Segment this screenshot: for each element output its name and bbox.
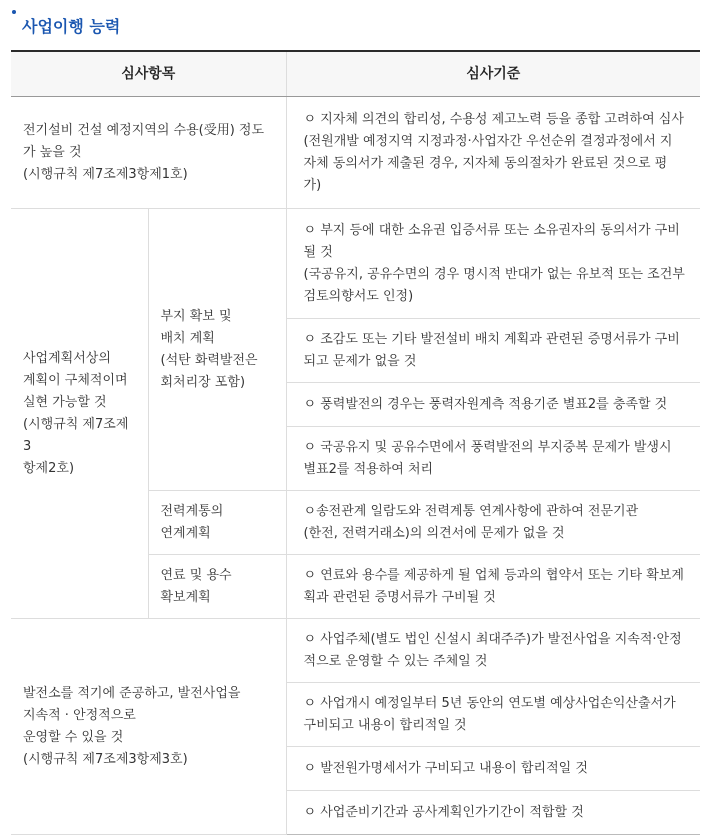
header-review-item: 심사항목: [11, 51, 286, 97]
review-subitem-cell: [148, 555, 286, 619]
header-review-criteria: 심사기준: [286, 51, 700, 97]
review-subitem-line: 연계계획: [160, 525, 211, 541]
criteria-line: (한전, 전력거래소)의 의견서에 문제가 없을 것: [303, 525, 565, 541]
criteria-line: ㅇ 부지 등에 대한 소유권 입증서류 또는 소유권자의 동의서가 구비: [303, 222, 680, 238]
criteria-cell: [286, 491, 700, 555]
review-item-cell: [11, 209, 148, 619]
review-item-line: 운영할 수 있을 것: [23, 729, 124, 745]
criteria-line: 가): [303, 177, 322, 193]
criteria-line: 되고 문제가 없을 것: [303, 353, 417, 369]
criteria-line: 구비되고 내용이 합리적일 것: [303, 717, 467, 733]
criteria-line: ㅇ 연료와 용수를 제공하게 될 업체 등과의 협약서 또는 기타 확보계: [303, 567, 684, 583]
review-subitem-line: (석탄 화력발전은: [160, 352, 258, 368]
criteria-line: ㅇ 사업개시 예정일부터 5년 동안의 연도별 예상사업손익산출서가: [303, 695, 676, 711]
review-item-line: 계획이 구체적이며: [23, 372, 128, 388]
criteria-line: ㅇ 국공유지 및 공유수면에서 풍력발전의 부지중복 문제가 발생시: [303, 439, 672, 455]
criteria-line: 적으로 운영할 수 있는 주체일 것: [303, 653, 488, 669]
criteria-line: ㅇ 사업주체(별도 법인 신설시 최대주주)가 발전사업을 지속적·안정: [303, 631, 682, 647]
review-item-line: (시행규칙 제7조제3: [23, 416, 129, 454]
criteria-cell: [286, 555, 700, 619]
criteria-line: ㅇ 조감도 또는 기타 발전설비 배치 계획과 관련된 증명서류가 구비: [303, 331, 680, 347]
bullet-dot-icon: [12, 10, 16, 14]
review-criteria-table: [11, 50, 700, 835]
review-item-line: 사업계획서상의: [23, 350, 111, 366]
review-subitem-line: 배치 계획: [160, 330, 215, 346]
criteria-line: 검토의향서도 인정): [303, 288, 414, 304]
criteria-cell: [286, 97, 700, 209]
review-item-line: 항제2호): [23, 460, 75, 476]
review-subitem-line: 연료 및 용수: [160, 567, 232, 583]
criteria-cell: [286, 747, 700, 791]
review-item-cell: [11, 619, 286, 835]
criteria-line: ㅇ 풍력발전의 경우는 풍력자원계측 적용기준 별표2를 충족할 것: [303, 396, 668, 412]
review-item-line: 실현 가능할 것: [23, 394, 107, 410]
criteria-line: 별표2를 적용하여 처리: [303, 461, 434, 477]
review-subitem-cell: [148, 209, 286, 491]
review-subitem-line: 확보계획: [160, 589, 211, 605]
review-subitem-line: 전력계통의: [160, 503, 224, 519]
criteria-line: 될 것: [303, 244, 333, 260]
criteria-line: (국공유지, 공유수면의 경우 명시적 반대가 없는 유보적 또는 조건부: [303, 266, 685, 282]
review-subitem-cell: [148, 491, 286, 555]
criteria-line: ㅇ 사업준비기간과 공사계획인가기간이 적합할 것: [303, 804, 584, 820]
criteria-cell: [286, 427, 700, 491]
criteria-line: (전원개발 예정지역 지정과정·사업자간 우선순위 결정과정에서 지: [303, 133, 673, 149]
section-title: 사업이행 능력: [22, 17, 121, 36]
review-item-line: 전기설비 건설 예정지역의 수용(受用) 정도: [23, 122, 265, 138]
review-item-line: 지속적 · 안정적으로: [23, 707, 136, 723]
review-item-line: (시행규칙 제7조제3항제3호): [23, 751, 188, 767]
review-item-line: 가 높을 것: [23, 144, 82, 160]
review-item-line: 발전소를 적기에 준공하고, 발전사업을: [23, 685, 241, 701]
criteria-line: ㅇ 지자체 의견의 합리성, 수용성 제고노력 등을 종합 고려하여 심사: [303, 111, 684, 127]
criteria-line: 자체 동의서가 제출된 경우, 지자체 동의절차가 완료된 것으로 평: [303, 155, 668, 171]
review-item-line: (시행규칙 제7조제3항제1호): [23, 166, 188, 182]
review-subitem-line: 회처리장 포함): [160, 374, 246, 390]
criteria-cell: [286, 791, 700, 835]
criteria-cell: [286, 319, 700, 383]
criteria-cell: [286, 619, 700, 683]
review-subitem-line: 부지 확보 및: [160, 308, 232, 324]
table-row: [11, 619, 700, 683]
criteria-cell: [286, 209, 700, 319]
table-row: [11, 97, 700, 209]
criteria-line: 획과 관련된 증명서류가 구비될 것: [303, 589, 496, 605]
table-row: [11, 209, 700, 319]
review-item-cell: [11, 97, 286, 209]
criteria-line: ㅇ 발전원가명세서가 구비되고 내용이 합리적일 것: [303, 760, 588, 776]
criteria-line: ㅇ송전관계 일람도와 전력계통 연계사항에 관하여 전문기관: [303, 503, 639, 519]
table-header-row: [11, 51, 700, 97]
criteria-cell: [286, 683, 700, 747]
criteria-cell: [286, 383, 700, 427]
